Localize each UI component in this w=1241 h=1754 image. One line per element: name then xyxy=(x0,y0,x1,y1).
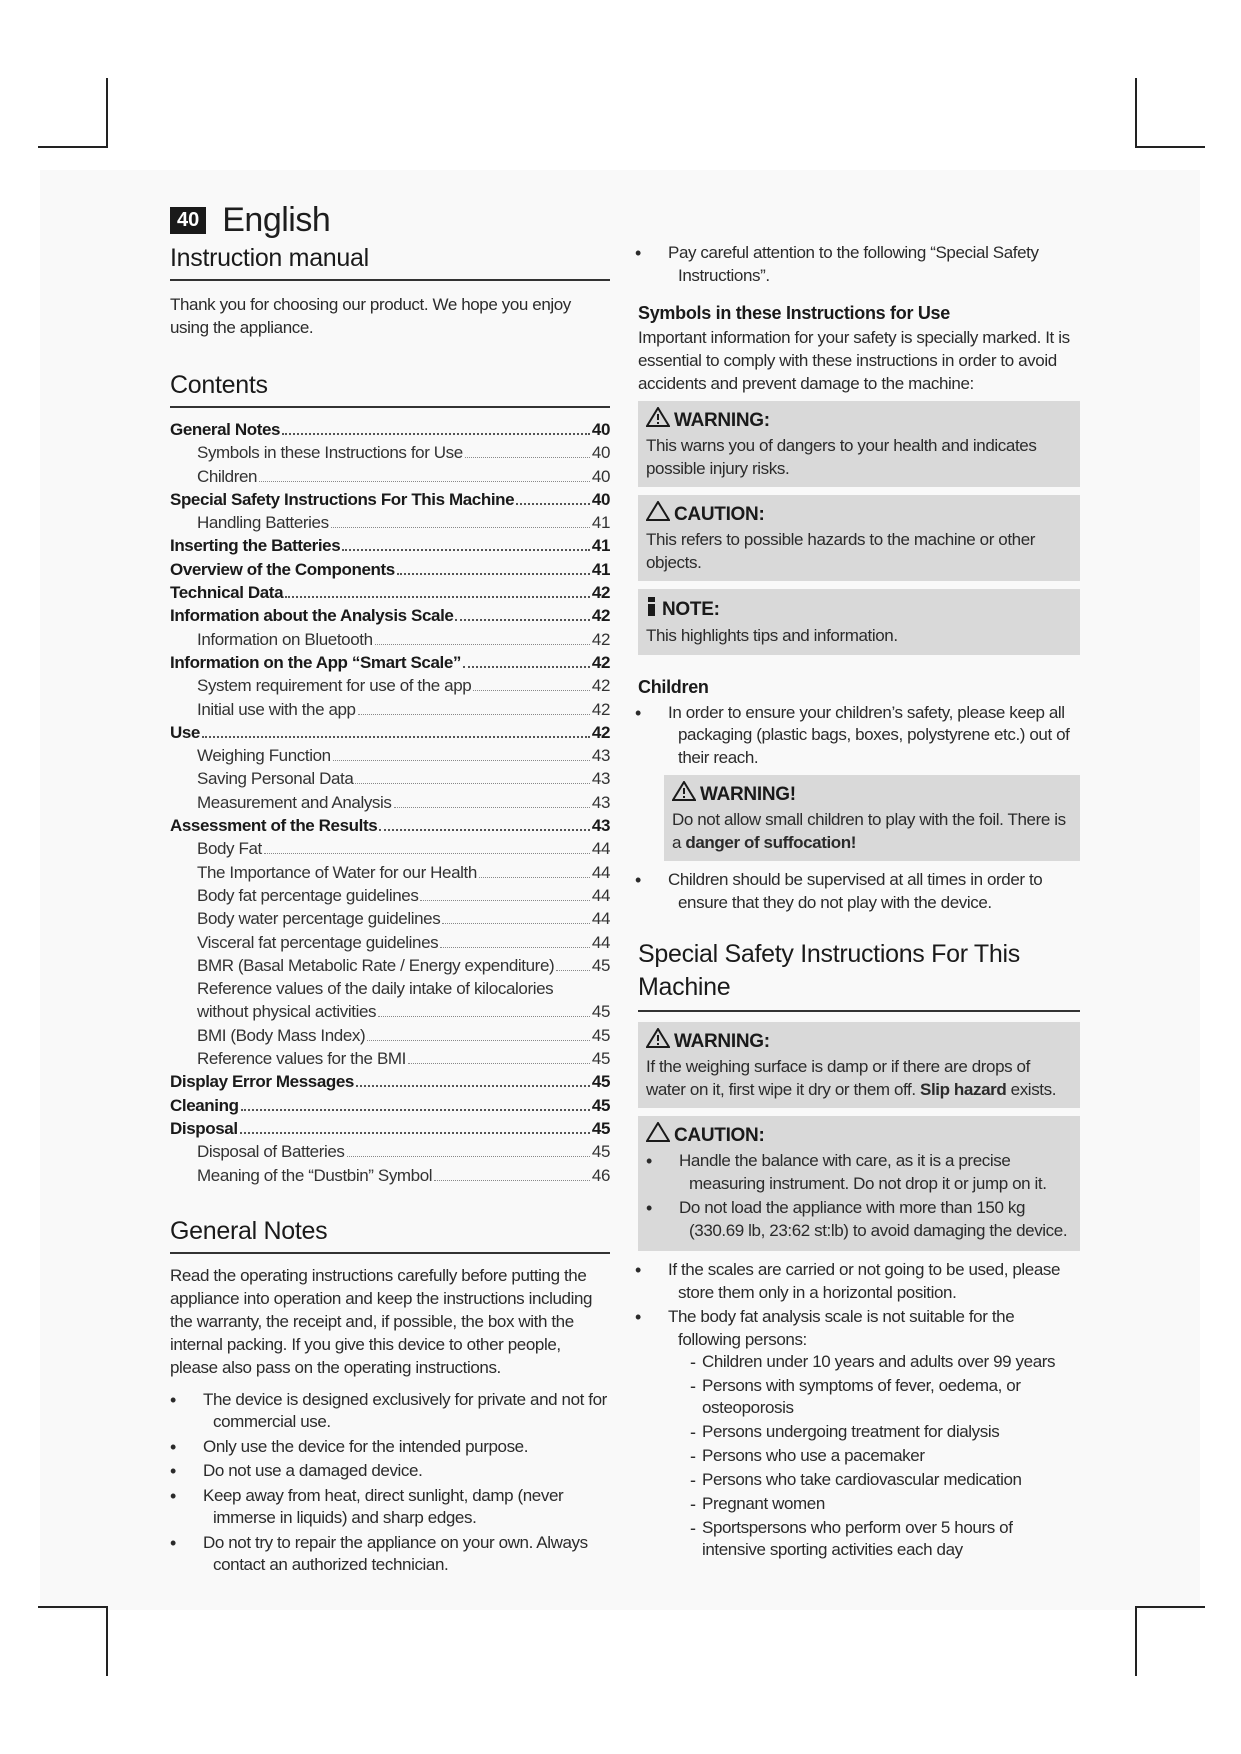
toc-entry-page: 43 xyxy=(591,816,610,836)
toc-leader-dots xyxy=(285,596,590,598)
toc-entry[interactable] xyxy=(170,954,610,977)
toc-entry[interactable] xyxy=(170,1070,610,1093)
warning-triangle-icon xyxy=(646,1028,670,1056)
toc-leader-dots xyxy=(347,1156,590,1157)
toc-entry-page: 44 xyxy=(591,932,610,952)
toc-entry-label: Body fat percentage guidelines xyxy=(197,885,419,905)
crop-mark xyxy=(38,146,108,148)
list-item: - Pregnant women xyxy=(690,1493,1080,1515)
toc-entry-label: Disposal xyxy=(170,1118,238,1138)
toc-entry-page: 45 xyxy=(591,1072,610,1092)
caution-triangle-icon xyxy=(646,501,670,529)
children-list xyxy=(635,702,1080,770)
toc-entry[interactable] xyxy=(170,861,610,884)
toc-leader-dots xyxy=(420,900,589,901)
toc-entry-label: Reference values for the BMI xyxy=(197,1049,406,1069)
toc-leader-dots xyxy=(397,573,590,575)
toc-entry-label: without physical activities xyxy=(197,1002,377,1022)
info-icon xyxy=(646,595,658,625)
toc-leader-dots xyxy=(241,1109,590,1111)
toc-entry-page: 42 xyxy=(591,722,610,742)
toc-leader-dots xyxy=(202,736,590,738)
toc-leader-dots xyxy=(282,433,590,435)
crop-mark xyxy=(38,1606,108,1608)
list-item: • Handle the balance with care, as it is a precise measuring instrument. Do not drop it or jump on it. xyxy=(646,1150,1072,1195)
toc-entry-label: Information on Bluetooth xyxy=(197,629,373,649)
toc-entry-page: 44 xyxy=(591,909,610,929)
toc-entry-label: Information about the Analysis Scale xyxy=(170,606,454,626)
special-caution-list xyxy=(646,1150,1072,1242)
toc-entry[interactable] xyxy=(170,465,610,488)
manual-title: Instruction manual xyxy=(170,244,610,281)
toc-leader-dots xyxy=(394,807,590,808)
toc-entry[interactable] xyxy=(170,1000,610,1023)
language-title: English xyxy=(222,200,331,239)
toc-entry-page: 42 xyxy=(591,652,610,672)
special-warning-text: If the weighing surface is damp or if there are drops of water on it, first wipe it dry or them off. Slip hazard exists. xyxy=(646,1057,1057,1099)
toc-leader-dots xyxy=(333,760,590,761)
toc-entry[interactable] xyxy=(170,534,610,557)
toc-entry-page: 41 xyxy=(591,559,610,579)
children-list-2 xyxy=(635,869,1080,914)
left-column xyxy=(170,244,610,1579)
toc-entry-label: Children xyxy=(197,466,258,486)
toc-leader-dots xyxy=(455,619,589,621)
toc-entry-page: 42 xyxy=(591,583,610,603)
crop-mark xyxy=(106,1606,108,1676)
general-notes-title: General Notes xyxy=(170,1217,610,1254)
toc-entry[interactable] xyxy=(170,1117,610,1140)
toc-entry-label: Display Error Messages xyxy=(170,1072,354,1092)
toc-leader-dots xyxy=(434,1180,590,1181)
warning-triangle-icon xyxy=(646,407,670,435)
toc-entry-label: Saving Personal Data xyxy=(197,769,354,789)
list-item: • Keep away from heat, direct sunlight, damp (never immerse in liquids) and sharp edges. xyxy=(170,1485,610,1530)
toc-entry-label: Inserting the Batteries xyxy=(170,536,341,556)
toc-leader-dots xyxy=(367,1040,590,1041)
toc-entry[interactable] xyxy=(170,1094,610,1117)
toc-entry-label: Use xyxy=(170,722,200,742)
warning-text: This warns you of dangers to your health and indicates possible injury risks. xyxy=(646,436,1037,478)
crop-mark xyxy=(1135,1606,1205,1608)
list-item: - Persons who take cardiovascular medication xyxy=(690,1469,1080,1491)
toc-entry-page: 45 xyxy=(591,1002,610,1022)
note-label: NOTE: xyxy=(662,599,720,620)
toc-entry-page: 40 xyxy=(591,443,610,463)
toc-entry-text: Reference values of the daily intake of kilocalories xyxy=(197,979,554,999)
symbols-text: Important information for your safety is specially marked. It is essential to comply with these instructions in order to avoid accidents and prevent damage to the machine: xyxy=(638,328,1070,393)
toc-leader-dots xyxy=(516,503,590,505)
list-item: - Persons undergoing treatment for dialysis xyxy=(690,1421,1080,1443)
symbols-heading: Symbols in these Instructions for Use xyxy=(638,303,950,323)
toc-entry-page: 46 xyxy=(591,1165,610,1185)
toc-entry-label: Visceral fat percentage guidelines xyxy=(197,932,439,952)
toc-entry-label: Body Fat xyxy=(197,839,262,859)
toc-entry-page: 43 xyxy=(591,746,610,766)
table-of-contents xyxy=(170,418,610,1187)
list-item: - Children under 10 years and adults over 99 years xyxy=(690,1351,1080,1373)
toc-entry[interactable] xyxy=(170,837,610,860)
toc-entry[interactable] xyxy=(170,581,610,604)
intro-bullet-list xyxy=(635,242,1080,287)
toc-entry-label: Overview of the Components xyxy=(170,559,395,579)
list-item: • Do not use a damaged device. xyxy=(170,1460,610,1483)
toc-entry-page: 40 xyxy=(591,420,610,439)
toc-entry[interactable] xyxy=(170,907,610,930)
toc-entry-page: 45 xyxy=(591,955,610,975)
toc-entry-page: 43 xyxy=(591,769,610,789)
toc-entry-page: 45 xyxy=(591,1142,610,1162)
contents-title: Contents xyxy=(170,371,610,408)
toc-entry-label: Disposal of Batteries xyxy=(197,1142,345,1162)
warning-box xyxy=(638,401,1080,487)
toc-entry-page: 44 xyxy=(591,885,610,905)
toc-entry-label: Information on the App “Smart Scale” xyxy=(170,652,462,672)
list-item: • In order to ensure your children’s safety, please keep all packaging (plastic bags, boxes, polystyrene etc.) out of their reach. xyxy=(635,702,1080,770)
toc-entry-page: 44 xyxy=(591,862,610,882)
toc-leader-dots xyxy=(259,481,590,482)
toc-entry-label: Weighing Function xyxy=(197,746,331,766)
children-warning-text: Do not allow small children to play with the foil. There is a danger of suffocation! xyxy=(672,810,1066,852)
toc-entry[interactable] xyxy=(170,488,610,511)
toc-leader-dots xyxy=(355,783,589,784)
toc-entry[interactable] xyxy=(170,814,610,837)
toc-entry[interactable] xyxy=(170,628,610,651)
toc-entry[interactable] xyxy=(170,791,610,814)
general-notes-text: Read the operating instructions carefully before putting the appliance into operation and keep the instructions including the warranty, the receipt and, if possible, the box with the internal packing. If you give this device to other people, please also pass on the operating instructions. xyxy=(170,1265,593,1377)
page-header xyxy=(170,200,330,240)
crop-mark xyxy=(1135,78,1137,148)
toc-leader-dots xyxy=(378,1016,590,1017)
toc-entry-label: BMI (Body Mass Index) xyxy=(197,1025,366,1045)
special-caution-box xyxy=(638,1116,1080,1251)
list-item: - Persons who use a pacemaker xyxy=(690,1445,1080,1467)
toc-leader-dots xyxy=(331,527,590,528)
toc-entry-label: Body water percentage guidelines xyxy=(197,909,441,929)
crop-mark xyxy=(1135,1606,1137,1676)
toc-entry-label: The Importance of Water for our Health xyxy=(197,862,477,882)
special-warning-label: WARNING: xyxy=(674,1031,770,1052)
toc-leader-dots xyxy=(379,829,590,831)
list-item: • Do not load the appliance with more than 150 kg (330.69 lb, 23:62 st:lb) to avoid damaging the device. xyxy=(646,1197,1072,1242)
children-warning-box xyxy=(664,775,1080,861)
toc-entry[interactable] xyxy=(170,651,610,674)
intro-text: Thank you for choosing our product. We hope you enjoy using the appliance. xyxy=(170,295,571,337)
special-safety-list xyxy=(635,1259,1080,1561)
list-item: - Sportspersons who perform over 5 hours of intensive sporting activities each day xyxy=(690,1517,1080,1561)
special-caution-label: CAUTION: xyxy=(674,1125,765,1146)
toc-entry[interactable] xyxy=(170,698,610,721)
toc-entry[interactable] xyxy=(170,674,610,697)
toc-entry[interactable] xyxy=(170,1024,610,1047)
toc-entry[interactable] xyxy=(170,767,610,790)
general-notes-list xyxy=(170,1389,610,1577)
toc-entry-label: System requirement for use of the app xyxy=(197,676,472,696)
crop-mark xyxy=(1135,146,1205,148)
toc-entry-page: 41 xyxy=(591,536,610,556)
toc-leader-dots xyxy=(375,644,590,645)
toc-leader-dots xyxy=(264,853,590,854)
note-text: This highlights tips and information. xyxy=(646,626,898,645)
toc-leader-dots xyxy=(473,690,590,691)
toc-entry-label: Assessment of the Results xyxy=(170,816,378,836)
list-item: • Children should be supervised at all times in order to ensure that they do not play with the device. xyxy=(635,869,1080,914)
persons-list xyxy=(662,1351,1080,1561)
toc-entry-label: BMR (Basal Metabolic Rate / Energy expenditure) xyxy=(197,955,555,975)
children-warning-label: WARNING! xyxy=(700,784,796,805)
toc-leader-dots xyxy=(442,923,590,924)
list-item: • The body fat analysis scale is not suitable for the following persons: - Children under 10 years and adults over 99 years - Persons with symptoms of fever, oedema, or osteoporosis - Persons undergoing treatment for dialysis - Persons who use a pacemaker - Persons who take cardiovascular medication - Pregnant women - Sportspersons who perform over 5 hours of intensive sporting activities each day xyxy=(635,1306,1080,1561)
toc-entry[interactable] xyxy=(170,1164,610,1187)
note-box xyxy=(638,589,1080,655)
toc-leader-dots xyxy=(356,1085,590,1087)
toc-leader-dots xyxy=(342,549,590,551)
toc-leader-dots xyxy=(479,877,590,878)
toc-entry-page: 45 xyxy=(591,1025,610,1045)
toc-leader-dots xyxy=(463,666,590,668)
caution-triangle-icon xyxy=(646,1122,670,1150)
toc-leader-dots xyxy=(440,947,590,948)
caution-label: CAUTION: xyxy=(674,504,765,525)
toc-entry-page: 42 xyxy=(591,676,610,696)
toc-entry-page: 40 xyxy=(591,466,610,486)
children-heading: Children xyxy=(638,676,709,697)
toc-entry[interactable] xyxy=(170,511,610,534)
toc-entry-label: Special Safety Instructions For This Machine xyxy=(170,489,515,509)
toc-leader-dots xyxy=(408,1063,590,1064)
toc-leader-dots xyxy=(465,457,590,458)
toc-leader-dots xyxy=(240,1132,590,1134)
toc-entry[interactable] xyxy=(170,721,610,744)
toc-entry[interactable] xyxy=(170,418,610,441)
list-item: • The device is designed exclusively for private and not for commercial use. xyxy=(170,1389,610,1434)
toc-entry-page: 42 xyxy=(591,629,610,649)
warning-label: WARNING: xyxy=(674,410,770,431)
toc-entry-label: Meaning of the “Dustbin” Symbol xyxy=(197,1165,433,1185)
toc-entry[interactable] xyxy=(170,558,610,581)
page-number: 40 xyxy=(170,207,206,234)
special-warning-box xyxy=(638,1022,1080,1108)
caution-text: This refers to possible hazards to the machine or other objects. xyxy=(646,530,1036,572)
toc-entry-label: General Notes xyxy=(170,420,281,439)
toc-entry-page: 45 xyxy=(591,1049,610,1069)
toc-entry-label: Initial use with the app xyxy=(197,699,356,719)
list-item: • Pay careful attention to the following “Special Safety Instructions”. xyxy=(635,242,1080,287)
special-safety-title: Special Safety Instructions For This Machine xyxy=(638,938,1080,1012)
toc-entry[interactable] xyxy=(170,1047,610,1070)
toc-entry-label: Cleaning xyxy=(170,1095,239,1115)
toc-entry[interactable] xyxy=(170,1140,610,1163)
toc-entry[interactable] xyxy=(170,931,610,954)
toc-leader-dots xyxy=(358,714,590,715)
toc-entry[interactable] xyxy=(170,604,610,627)
toc-entry-label: Symbols in these Instructions for Use xyxy=(197,443,463,463)
list-item: • Only use the device for the intended purpose. xyxy=(170,1436,610,1459)
toc-entry-page: 45 xyxy=(591,1095,610,1115)
warning-triangle-icon xyxy=(672,781,696,809)
toc-leader-dots xyxy=(556,970,590,971)
right-column xyxy=(638,242,1080,1563)
toc-entry-page: 43 xyxy=(591,792,610,812)
toc-entry-label: Measurement and Analysis xyxy=(197,792,392,812)
toc-entry-page: 40 xyxy=(591,489,610,509)
crop-mark xyxy=(106,78,108,148)
toc-entry[interactable] xyxy=(170,884,610,907)
toc-entry-page: 42 xyxy=(591,606,610,626)
toc-entry-page: 41 xyxy=(591,513,610,533)
list-item: • Do not try to repair the appliance on your own. Always contact an authorized technician. xyxy=(170,1532,610,1577)
toc-entry[interactable] xyxy=(170,744,610,767)
toc-entry-page: 45 xyxy=(591,1118,610,1138)
toc-entry-page: 44 xyxy=(591,839,610,859)
list-item: - Persons with symptoms of fever, oedema, or osteoporosis xyxy=(690,1375,1080,1419)
list-item: • If the scales are carried or not going to be used, please store them only in a horizontal position. xyxy=(635,1259,1080,1304)
toc-entry-label: Technical Data xyxy=(170,583,284,603)
toc-entry[interactable] xyxy=(170,441,610,464)
toc-entry-label: Handling Batteries xyxy=(197,513,329,533)
toc-entry-page: 42 xyxy=(591,699,610,719)
caution-box xyxy=(638,495,1080,581)
